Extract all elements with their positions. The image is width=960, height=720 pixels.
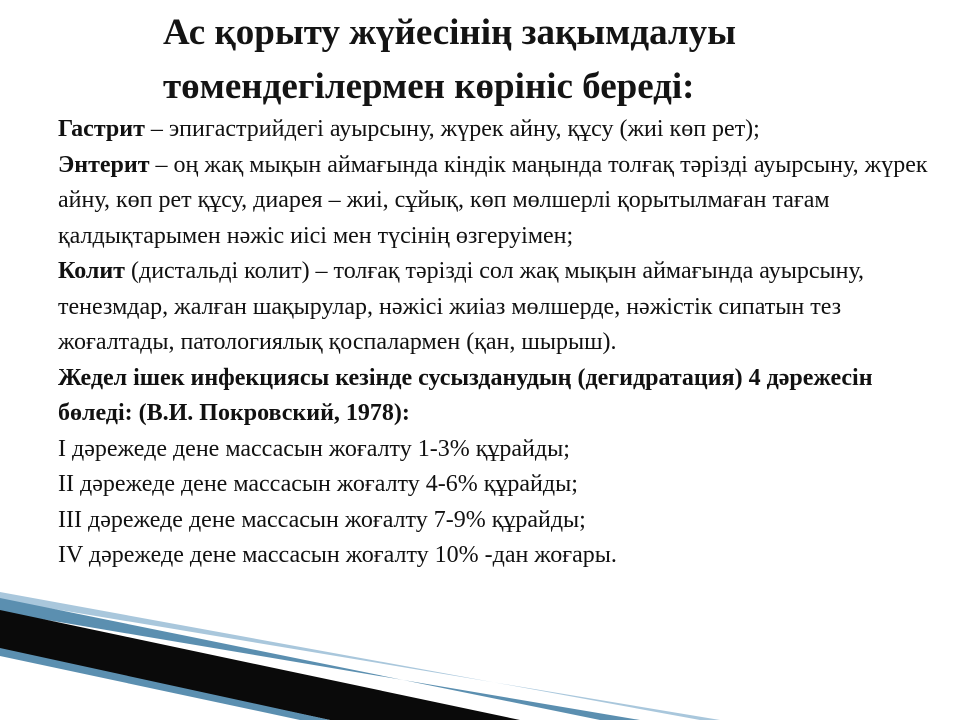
paragraph-dehydration-heading [58,361,938,432]
enteritis-description: – оң жақ мықын аймағында кіндік маңында толғақ тәрізді ауырсыну, жүрек айну, көп рет құсу, диарея – жиі, сұйық, көп мөлшерлі қорытылмаған тағам қалдықтарымен нәжіс иісі мен түсінің өзгеруімен; [58,151,928,249]
term-gastritis: Гастрит [58,116,145,142]
colitis-description: (дистальді колит) – толғақ тәрізді сол жақ мықын аймағында ауырсыну, тенезмдар, жалған шақырулар, нәжісі жиіаз мөлшерде, нәжістік сипатын тез жоғалтады, патологиялық қоспалармен (қан, шырыш). [58,258,865,355]
slide-body [58,112,938,574]
slide-title-line-1: Ас қорыту жүйесінің зақымдалуы [163,12,737,53]
paragraph-gastritis [58,112,938,148]
degree-2: II дәрежеде дене массасын жоғалту 4-6% құрайды; [58,471,578,497]
gastritis-description: – эпигастрийдегі ауырсыну, жүрек айну, құсу (жиі көп рет); [144,116,760,142]
term-colitis: Колит [58,258,125,284]
slide-title [163,6,923,114]
corner-stripe-decoration [0,590,960,720]
stripe-dark [0,610,520,720]
dehydration-heading: Жедел ішек инфекциясы кезінде сусызданудың (дегидратация) 4 дәрежесін бөледі: (В.И. Покровский, 1978): [58,364,873,426]
degree-1: I дәрежеде дене массасын жоғалту 1-3% құрайды; [58,435,570,462]
degree-4: IV дәрежеде дене массасын жоғалту 10% -дан жоғары. [58,542,617,568]
paragraph-enteritis [58,148,938,255]
degree-3: III дәрежеде дене массасын жоғалту 7-9% құрайды; [58,506,586,533]
term-enteritis: Энтерит [58,151,150,178]
slide-title-line-2: төмендегілермен көрініс береді: [163,66,695,107]
paragraph-colitis [58,254,938,361]
